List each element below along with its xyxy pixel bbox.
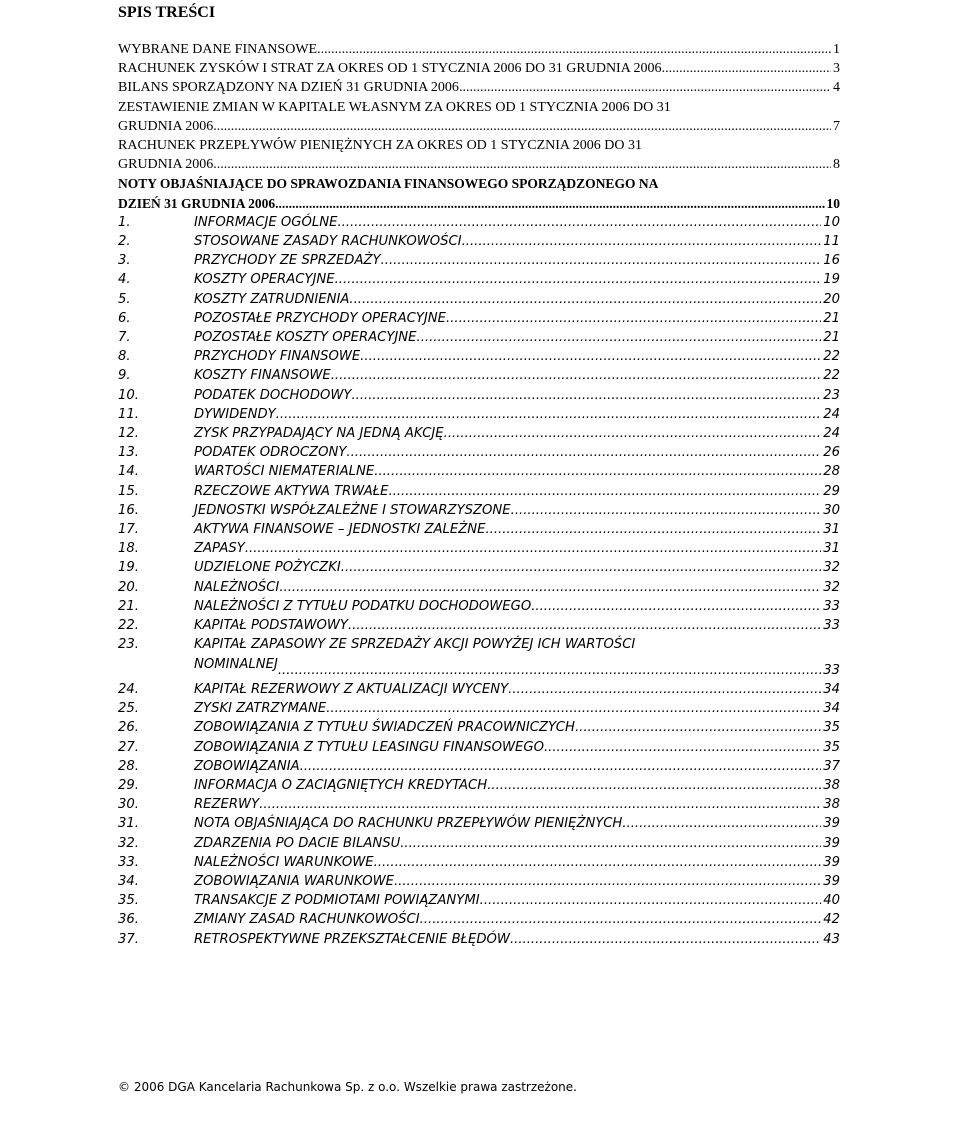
toc-note-text: PODATEK ODROCZONY bbox=[194, 445, 347, 461]
toc-page-number: 33 bbox=[823, 598, 840, 614]
toc-note-number: 27. bbox=[118, 739, 139, 755]
toc-page-number: 31 bbox=[823, 541, 840, 557]
toc-note-entry[interactable] bbox=[118, 680, 840, 699]
toc-note-number: 31. bbox=[118, 816, 139, 832]
toc-note-entry[interactable] bbox=[118, 290, 840, 309]
toc-note-number: 10. bbox=[118, 387, 139, 403]
dot-leader bbox=[351, 386, 821, 405]
toc-entry-text: RACHUNEK ZYSKÓW I STRAT ZA OKRES OD 1 STYCZNIA 2006 DO 31 GRUDNIA 2006 bbox=[118, 61, 662, 77]
toc-note-text: ZYSK PRZYPADAJĄCY NA JEDNĄ AKCJĘ bbox=[194, 426, 444, 442]
toc-note-entry[interactable] bbox=[118, 270, 840, 289]
dot-leader bbox=[417, 328, 822, 347]
toc-note-entry[interactable] bbox=[118, 872, 840, 891]
toc-note-entry[interactable] bbox=[118, 814, 840, 833]
toc-note-entry[interactable] bbox=[118, 635, 840, 680]
toc-page-number: 34 bbox=[823, 701, 840, 717]
toc-note-entry[interactable] bbox=[118, 616, 840, 635]
toc-note-text: DYWIDENDY bbox=[194, 406, 276, 422]
toc-note-number: 9. bbox=[118, 368, 131, 384]
toc-note-entry[interactable] bbox=[118, 405, 840, 424]
dot-leader bbox=[508, 680, 821, 699]
toc-note-number: 15. bbox=[118, 483, 139, 499]
dot-leader bbox=[213, 117, 831, 136]
toc-page-number: 37 bbox=[823, 758, 840, 774]
dot-leader bbox=[394, 872, 821, 891]
toc-note-text: POZOSTAŁE KOSZTY OPERACYJNE bbox=[194, 330, 417, 346]
toc-note-number: 12. bbox=[118, 426, 139, 442]
toc-note-entry[interactable] bbox=[118, 699, 840, 718]
toc-note-number: 34. bbox=[118, 873, 139, 889]
dot-leader bbox=[337, 213, 821, 232]
toc-page-number: 39 bbox=[823, 816, 840, 832]
toc-note-text: JEDNOSTKI WSPÓŁZALEŻNE I STOWARZYSZONE bbox=[194, 502, 511, 518]
toc-page-number: 35 bbox=[823, 739, 840, 755]
toc-note-number: 36. bbox=[118, 912, 139, 928]
toc-note-text: RZECZOWE AKTYWA TRWAŁE bbox=[194, 483, 389, 499]
toc-note-number: 6. bbox=[118, 310, 131, 326]
toc-page-number: 33 bbox=[823, 618, 840, 634]
toc-entry[interactable] bbox=[118, 98, 840, 136]
toc-note-number: 22. bbox=[118, 618, 139, 634]
toc-page-number: 40 bbox=[823, 893, 840, 909]
toc-note-entry[interactable] bbox=[118, 386, 840, 405]
toc-entry[interactable] bbox=[118, 59, 840, 78]
toc-page-number: 39 bbox=[823, 854, 840, 870]
dot-leader bbox=[317, 40, 831, 59]
toc-note-number: 17. bbox=[118, 522, 139, 538]
toc-note-entry[interactable] bbox=[118, 853, 840, 872]
toc-note-entry[interactable] bbox=[118, 539, 840, 558]
toc-note-text: UDZIELONE POŻYCZKI bbox=[194, 560, 341, 576]
toc-note-text: PRZYCHODY ZE SPRZEDAŻY bbox=[194, 253, 381, 269]
toc-note-text: PRZYCHODY FINANSOWE bbox=[194, 349, 361, 365]
toc-entry-text-line1: NOTY OBJAŚNIAJĄCE DO SPRAWOZDANIA FINANSOWEGO SPORZĄDZONEGO NA bbox=[118, 176, 659, 192]
toc-note-number: 26. bbox=[118, 720, 139, 736]
toc-note-number: 33. bbox=[118, 854, 139, 870]
toc-page-number: 10 bbox=[826, 195, 840, 211]
toc-page-number: 32 bbox=[823, 560, 840, 576]
dot-leader bbox=[511, 501, 822, 520]
toc-note-entry[interactable] bbox=[118, 757, 840, 776]
toc-note-entry[interactable] bbox=[118, 501, 840, 520]
dot-leader bbox=[446, 309, 821, 328]
dot-leader bbox=[348, 616, 821, 635]
toc-note-number: 16. bbox=[118, 502, 139, 518]
dot-leader bbox=[462, 232, 822, 251]
dot-leader bbox=[444, 424, 822, 443]
toc-page-number: 43 bbox=[823, 931, 840, 947]
dot-leader bbox=[259, 795, 821, 814]
toc-note-text: NALEŻNOŚCI WARUNKOWE bbox=[194, 854, 374, 870]
toc-note-number: 29. bbox=[118, 777, 139, 793]
toc-entry[interactable] bbox=[118, 40, 840, 59]
toc-note-number: 19. bbox=[118, 560, 139, 576]
toc-page-number: 39 bbox=[823, 873, 840, 889]
dot-leader bbox=[485, 520, 821, 539]
dot-leader bbox=[487, 776, 821, 795]
toc-page-number: 30 bbox=[823, 502, 840, 518]
toc-note-text: ZAPASY bbox=[194, 541, 245, 557]
dot-leader bbox=[459, 78, 831, 97]
dot-leader bbox=[544, 738, 821, 757]
table-of-contents bbox=[118, 40, 840, 949]
toc-note-text: POZOSTAŁE PRZYCHODY OPERACYJNE bbox=[194, 310, 446, 326]
toc-page-number: 24 bbox=[823, 406, 840, 422]
toc-note-number: 5. bbox=[118, 291, 131, 307]
toc-note-text: STOSOWANE ZASADY RACHUNKOWOŚCI bbox=[194, 234, 462, 250]
toc-entry-text: GRUDNIA 2006 bbox=[118, 118, 214, 134]
dot-leader bbox=[531, 597, 821, 616]
toc-note-text: ZOBOWIĄZANIA Z TYTUŁU ŚWIADCZEŃ PRACOWNICZYCH bbox=[194, 720, 575, 736]
toc-note-entry[interactable] bbox=[118, 482, 840, 501]
toc-note-number: 18. bbox=[118, 541, 139, 557]
dot-leader bbox=[622, 814, 821, 833]
page-title: SPIS TREŚCI bbox=[118, 4, 216, 21]
toc-entry-text: GRUDNIA 2006 bbox=[118, 157, 214, 173]
toc-page-number: 22 bbox=[823, 349, 840, 365]
toc-note-entry[interactable] bbox=[118, 366, 840, 385]
toc-page-number: 42 bbox=[823, 912, 840, 928]
toc-page-number: 35 bbox=[823, 720, 840, 736]
toc-note-text: ZOBOWIĄZANIA Z TYTUŁU LEASINGU FINANSOWEGO bbox=[194, 739, 544, 755]
toc-note-entry[interactable] bbox=[118, 462, 840, 481]
dot-leader bbox=[420, 910, 822, 929]
toc-note-text: INFORMACJA O ZACIĄGNIĘTYCH KREDYTACH bbox=[194, 777, 488, 793]
toc-page-number: 16 bbox=[823, 253, 840, 269]
dot-leader bbox=[374, 853, 822, 872]
toc-page-number: 33 bbox=[823, 662, 840, 678]
toc-page-number: 38 bbox=[823, 777, 840, 793]
dot-leader bbox=[326, 699, 821, 718]
dot-leader bbox=[335, 270, 822, 289]
toc-note-text: ZMIANY ZASAD RACHUNKOWOŚCI bbox=[194, 912, 420, 928]
dot-leader bbox=[331, 366, 821, 385]
toc-note-number: 11. bbox=[118, 406, 139, 422]
dot-leader bbox=[381, 251, 822, 270]
toc-note-text: KAPITAŁ REZERWOWY Z AKTUALIZACJI WYCENY bbox=[194, 681, 509, 697]
toc-note-entry[interactable] bbox=[118, 718, 840, 737]
dot-leader bbox=[349, 290, 821, 309]
toc-note-text: RETROSPEKTYWNE PRZEKSZTAŁCENIE BŁĘDÓW bbox=[194, 931, 510, 947]
toc-page-number: 38 bbox=[823, 797, 840, 813]
toc-note-text: ZOBOWIĄZANIA WARUNKOWE bbox=[194, 873, 394, 889]
toc-page-number: 28 bbox=[823, 464, 840, 480]
toc-note-number: 21. bbox=[118, 598, 139, 614]
dot-leader bbox=[360, 347, 821, 366]
toc-page-number: 26 bbox=[823, 445, 840, 461]
dot-leader bbox=[278, 661, 821, 680]
toc-note-text: KAPITAŁ PODSTAWOWY bbox=[194, 618, 348, 634]
toc-note-number: 8. bbox=[118, 349, 131, 365]
dot-leader bbox=[276, 405, 822, 424]
toc-entry-text-line1: ZESTAWIENIE ZMIAN W KAPITALE WŁASNYM ZA OKRES OD 1 STYCZNIA 2006 DO 31 bbox=[118, 99, 671, 115]
toc-page-number: 21 bbox=[823, 310, 840, 326]
toc-note-entry[interactable] bbox=[118, 424, 840, 443]
toc-note-entry[interactable] bbox=[118, 930, 840, 949]
toc-page-number: 34 bbox=[823, 681, 840, 697]
toc-note-text: TRANSAKCJE Z PODMIOTAMI POWIĄZANYMI bbox=[194, 893, 480, 909]
toc-note-indent bbox=[118, 655, 194, 674]
toc-note-entry[interactable] bbox=[118, 328, 840, 347]
dot-leader bbox=[400, 834, 821, 853]
toc-page-number: 19 bbox=[823, 272, 840, 288]
toc-entry-text-line1: RACHUNEK PRZEPŁYWÓW PIENIĘŻNYCH ZA OKRES OD 1 STYCZNIA 2006 DO 31 bbox=[118, 138, 642, 154]
toc-note-entry[interactable] bbox=[118, 597, 840, 616]
dot-leader bbox=[279, 578, 821, 597]
toc-note-number: 14. bbox=[118, 464, 139, 480]
dot-leader bbox=[480, 891, 822, 910]
toc-page-number: 3 bbox=[833, 61, 840, 77]
dot-leader bbox=[388, 482, 821, 501]
dot-leader bbox=[245, 539, 821, 558]
toc-page-number: 31 bbox=[823, 522, 840, 538]
toc-note-text: ZOBOWIĄZANIA bbox=[194, 758, 300, 774]
toc-note-entry[interactable] bbox=[118, 910, 840, 929]
toc-note-entry[interactable] bbox=[118, 776, 840, 795]
toc-note-text: KOSZTY ZATRUDNIENIA bbox=[194, 291, 350, 307]
toc-page-number: 8 bbox=[833, 157, 840, 173]
toc-note-number: 1. bbox=[118, 214, 131, 230]
copyright-footer: © 2006 DGA Kancelaria Rachunkowa Sp. z o.o. Wszelkie prawa zastrzeżone. bbox=[118, 1080, 577, 1094]
toc-note-number: 23. bbox=[118, 637, 139, 653]
toc-page-number: 10 bbox=[823, 214, 840, 230]
toc-page-number: 39 bbox=[823, 835, 840, 851]
dot-leader bbox=[213, 155, 831, 174]
toc-note-number: 32. bbox=[118, 835, 139, 851]
toc-note-number: 35. bbox=[118, 893, 139, 909]
toc-note-number: 13. bbox=[118, 445, 139, 461]
toc-note-entry[interactable] bbox=[118, 213, 840, 232]
toc-note-text: NOTA OBJAŚNIAJĄCA DO RACHUNKU PRZEPŁYWÓW PIENIĘŻNYCH bbox=[194, 816, 623, 832]
toc-entry[interactable] bbox=[118, 136, 840, 174]
toc-page-number: 24 bbox=[823, 426, 840, 442]
toc-note-entry[interactable] bbox=[118, 443, 840, 462]
toc-note-number: 4. bbox=[118, 272, 131, 288]
toc-page-number: 23 bbox=[823, 387, 840, 403]
toc-note-number: 7. bbox=[118, 330, 131, 346]
toc-note-text: WARTOŚCI NIEMATERIALNE bbox=[194, 464, 375, 480]
toc-note-text: PODATEK DOCHODOWY bbox=[194, 387, 352, 403]
dot-leader bbox=[346, 443, 821, 462]
toc-note-number: 28. bbox=[118, 758, 139, 774]
toc-note-entry[interactable] bbox=[118, 891, 840, 910]
toc-note-text: REZERWY bbox=[194, 797, 260, 813]
toc-entry[interactable] bbox=[118, 174, 840, 212]
toc-note-text: NOMINALNEJ bbox=[194, 656, 278, 672]
toc-note-text: KOSZTY OPERACYJNE bbox=[194, 272, 335, 288]
toc-page-number: 22 bbox=[823, 368, 840, 384]
toc-note-number: 30. bbox=[118, 797, 139, 813]
toc-note-number: 24. bbox=[118, 681, 139, 697]
toc-note-text-line1: KAPITAŁ ZAPASOWY ZE SPRZEDAŻY AKCJI POWYŻEJ ICH WARTOŚCI bbox=[194, 637, 636, 653]
dot-leader bbox=[575, 718, 821, 737]
toc-note-text: INFORMACJE OGÓLNE bbox=[194, 214, 338, 230]
toc-entry-text: DZIEŃ 31 GRUDNIA 2006 bbox=[118, 195, 276, 211]
toc-note-entry[interactable] bbox=[118, 309, 840, 328]
toc-entry-text: BILANS SPORZĄDZONY NA DZIEŃ 31 GRUDNIA 2006 bbox=[118, 80, 459, 96]
toc-note-entry[interactable] bbox=[118, 347, 840, 366]
dot-leader bbox=[300, 757, 822, 776]
dot-leader bbox=[341, 558, 821, 577]
toc-page-number: 21 bbox=[823, 330, 840, 346]
toc-note-entry[interactable] bbox=[118, 834, 840, 853]
toc-note-text: KOSZTY FINANSOWE bbox=[194, 368, 331, 384]
toc-note-text: ZDARZENIA PO DACIE BILANSU bbox=[194, 835, 401, 851]
toc-note-text: NALEŻNOŚCI bbox=[194, 579, 280, 595]
toc-note-text: AKTYWA FINANSOWE – JEDNOSTKI ZALEŻNE bbox=[194, 522, 486, 538]
toc-note-entry[interactable] bbox=[118, 520, 840, 539]
dot-leader bbox=[510, 930, 821, 949]
toc-main-list bbox=[118, 40, 840, 213]
toc-page-number: 1 bbox=[833, 42, 840, 57]
toc-note-text: ZYSKI ZATRZYMANE bbox=[194, 701, 327, 717]
toc-note-entry[interactable] bbox=[118, 795, 840, 814]
toc-note-number: 3. bbox=[118, 253, 131, 269]
toc-note-number: 37. bbox=[118, 931, 139, 947]
dot-leader bbox=[374, 462, 821, 481]
toc-note-entry[interactable] bbox=[118, 558, 840, 577]
toc-page-number: 20 bbox=[823, 291, 840, 307]
toc-page-number: 29 bbox=[823, 483, 840, 499]
toc-page-number: 32 bbox=[823, 579, 840, 595]
toc-note-entry[interactable] bbox=[118, 251, 840, 270]
toc-notes-list bbox=[118, 213, 840, 949]
dot-leader bbox=[275, 194, 824, 213]
toc-note-number: 25. bbox=[118, 701, 139, 717]
toc-note-entry[interactable] bbox=[118, 232, 840, 251]
dot-leader bbox=[662, 59, 831, 78]
toc-page-number: 4 bbox=[833, 80, 840, 96]
toc-note-entry[interactable] bbox=[118, 738, 840, 757]
toc-page-number: 7 bbox=[833, 118, 840, 134]
toc-page-number: 11 bbox=[823, 234, 840, 250]
toc-note-text: NALEŻNOŚCI Z TYTUŁU PODATKU DOCHODOWEGO bbox=[194, 598, 532, 614]
toc-note-entry[interactable] bbox=[118, 578, 840, 597]
toc-note-number: 2. bbox=[118, 234, 131, 250]
toc-entry[interactable] bbox=[118, 78, 840, 97]
toc-entry-text: WYBRANE DANE FINANSOWE bbox=[118, 42, 318, 57]
toc-note-number: 20. bbox=[118, 579, 139, 595]
